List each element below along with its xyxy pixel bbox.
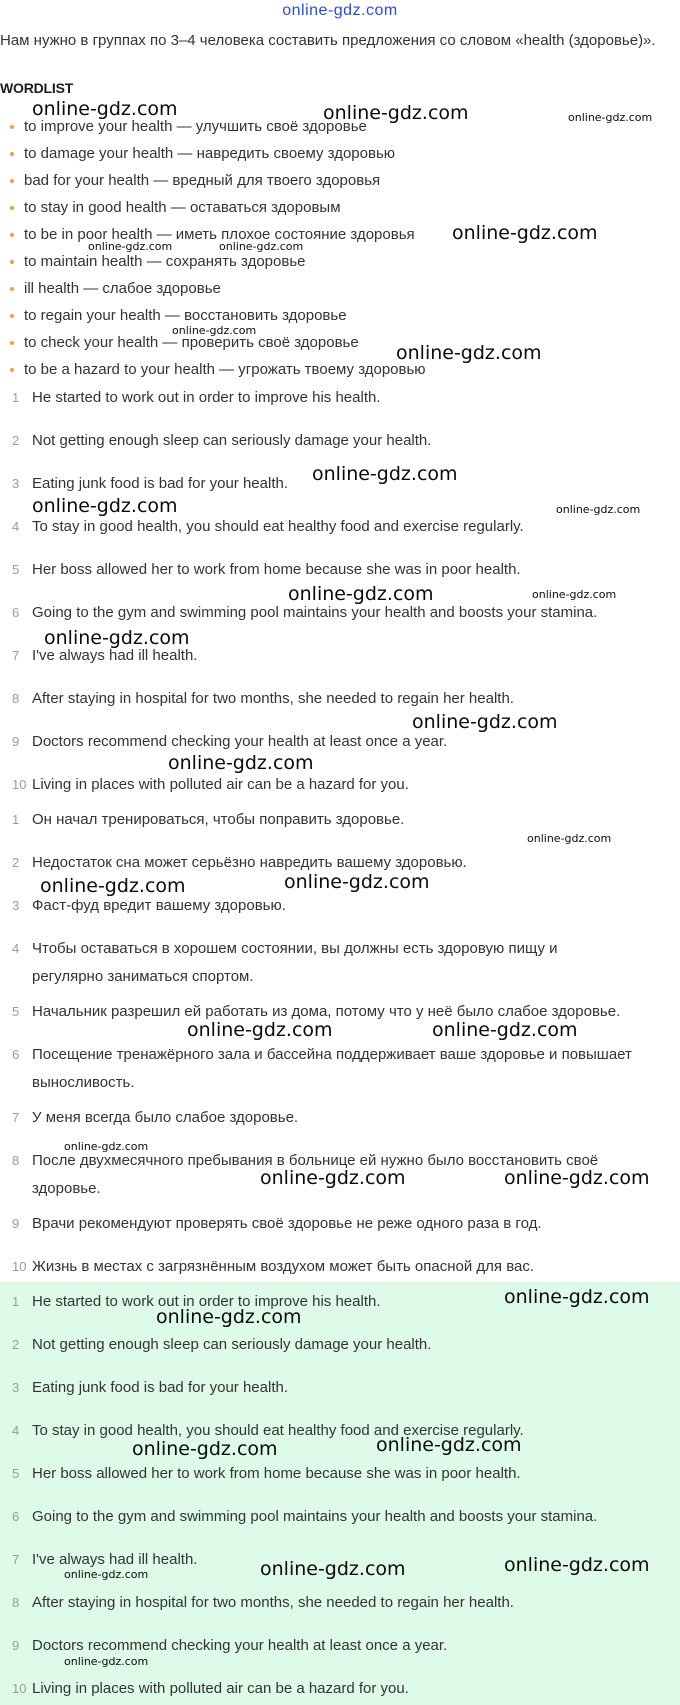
- sentence-text: Eating junk food is bad for your health.: [32, 1379, 288, 1396]
- sentence-number: 8: [12, 691, 20, 706]
- sentence-number: 10: [12, 777, 27, 792]
- watermark: online-gdz.com: [219, 240, 304, 253]
- sentence-number: 1: [12, 812, 20, 827]
- bullet-icon: [10, 125, 14, 129]
- watermark: online-gdz.com: [504, 1554, 650, 1576]
- sentence-number: 3: [12, 476, 20, 491]
- watermark: online-gdz.com: [532, 588, 617, 601]
- watermark: online-gdz.com: [412, 711, 558, 733]
- wordlist-item: to improve your health — улучшить своё здоровье: [24, 118, 367, 135]
- watermark: online-gdz.com: [284, 871, 430, 893]
- sentence-text: He started to work out in order to improve his health.: [32, 389, 381, 406]
- watermark: online-gdz.com: [44, 627, 190, 649]
- wordlist-item: to regain your health — восстановить здоровье: [24, 307, 347, 324]
- bullet-icon: [10, 260, 14, 264]
- sentence-number: 7: [12, 1110, 20, 1125]
- watermark: online-gdz.com: [132, 1438, 278, 1460]
- watermark: online-gdz.com: [568, 111, 653, 124]
- sentence-number: 9: [12, 1638, 20, 1653]
- sentence-number: 5: [12, 1466, 20, 1481]
- sentence-text: After staying in hospital for two months, she needed to regain her health.: [32, 690, 514, 707]
- watermark: online-gdz.com: [260, 1558, 406, 1580]
- sentence-text: Living in places with polluted air can be a hazard for you.: [32, 776, 409, 793]
- task-text: Нам нужно в группах по 3–4 человека составить предложения со словом «health (здоровье)».: [0, 32, 656, 49]
- watermark: online-gdz.com: [156, 1306, 302, 1328]
- sentence-text: Her boss allowed her to work from home because she was in poor health.: [32, 1465, 521, 1482]
- sentence-number: 4: [12, 1423, 20, 1438]
- sentence-number: 9: [12, 734, 20, 749]
- sentence-number: 8: [12, 1595, 20, 1610]
- watermark: online-gdz.com: [64, 1655, 149, 1668]
- sentence-text: Doctors recommend checking your health at least once a year.: [32, 733, 448, 750]
- sentence-number: 10: [12, 1681, 27, 1696]
- sentence-text: Он начал тренироваться, чтобы поправить здоровье.: [32, 811, 405, 828]
- bullet-icon: [10, 233, 14, 237]
- watermark: online-gdz.com: [40, 875, 186, 897]
- sentence-text: Врачи рекомендуют проверять своё здоровье не реже одного раза в год.: [32, 1215, 542, 1232]
- sentence-text: To stay in good health, you should eat healthy food and exercise regularly.: [32, 1422, 524, 1439]
- watermark: online-gdz.com: [432, 1019, 578, 1041]
- watermark: online-gdz.com: [32, 495, 178, 517]
- sentence-text: Eating junk food is bad for your health.: [32, 475, 288, 492]
- sentence-number: 5: [12, 1004, 20, 1019]
- bullet-icon: [10, 341, 14, 345]
- watermark: online-gdz.com: [504, 1286, 650, 1308]
- wordlist-item: to be a hazard to your health — угрожать твоему здоровью: [24, 361, 426, 378]
- watermark: online-gdz.com: [88, 240, 173, 253]
- watermark: online-gdz.com: [168, 752, 314, 774]
- sentence-number: 3: [12, 1380, 20, 1395]
- watermark: online-gdz.com: [452, 222, 598, 244]
- sentence-text: Her boss allowed her to work from home because she was in poor health.: [32, 561, 521, 578]
- sentence-text: Living in places with polluted air can be a hazard for you.: [32, 1680, 409, 1697]
- watermark: online-gdz.com: [556, 503, 641, 516]
- sentence-number: 4: [12, 941, 20, 956]
- wordlist-item: to stay in good health — оставаться здоровым: [24, 199, 341, 216]
- sentence-number: 7: [12, 1552, 20, 1567]
- sentence-number: 2: [12, 855, 20, 870]
- sentence-text: Чтобы оставаться в хорошем состоянии, вы должны есть здоровую пищу и регулярно заниматься спортом.: [32, 940, 558, 985]
- watermark: online-gdz.com: [504, 1167, 650, 1189]
- sentence-text: Начальник разрешил ей работать из дома, потому что у неё было слабое здоровье.: [32, 1003, 621, 1020]
- sentence-text: Going to the gym and swimming pool maintains your health and boosts your stamina.: [32, 1508, 598, 1525]
- bullet-icon: [10, 152, 14, 156]
- sentence-text: Жизнь в местах с загрязнённым воздухом может быть опасной для вас.: [32, 1258, 535, 1275]
- sentence-number: 2: [12, 433, 20, 448]
- bullet-icon: [10, 314, 14, 318]
- wordlist-item: bad for your health — вредный для твоего здоровья: [24, 172, 380, 189]
- watermark: online-gdz.com: [32, 98, 178, 120]
- sentence-number: 2: [12, 1337, 20, 1352]
- bullet-icon: [10, 368, 14, 372]
- wordlist-item: ill health — слабое здоровье: [24, 280, 221, 297]
- wordlist-item: to damage your health — навредить своему здоровью: [24, 145, 395, 162]
- sentence-number: 8: [12, 1153, 20, 1168]
- sentence-text: Not getting enough sleep can seriously damage your health.: [32, 1336, 432, 1353]
- sentence-text: У меня всегда было слабое здоровье.: [32, 1109, 299, 1126]
- watermark: online-gdz.com: [64, 1568, 149, 1581]
- sentence-text: После двухмесячного пребывания в больнице ей нужно было восстановить своё здоровье.: [32, 1152, 599, 1197]
- wordlist-item: to maintain health — сохранять здоровье: [24, 253, 305, 270]
- watermark: online-gdz.com: [312, 463, 458, 485]
- bullet-icon: [10, 206, 14, 210]
- wordlist-item: to be in poor health — иметь плохое состояние здоровья: [24, 226, 415, 243]
- sentence-number: 5: [12, 562, 20, 577]
- watermark: online-gdz.com: [527, 832, 612, 845]
- sentence-number: 7: [12, 648, 20, 663]
- sentence-number: 6: [12, 1509, 20, 1524]
- sentence-number: 3: [12, 898, 20, 913]
- sentence-text: I've always had ill health.: [32, 647, 198, 664]
- sentence-text: Not getting enough sleep can seriously damage your health.: [32, 432, 432, 449]
- sentence-text: Doctors recommend checking your health at least once a year.: [32, 1637, 448, 1654]
- watermark: online-gdz.com: [64, 1140, 149, 1153]
- watermark: online-gdz.com: [376, 1434, 522, 1456]
- sentence-text: Недостаток сна может серьёзно навредить вашему здоровью.: [32, 854, 467, 871]
- sentence-text: Going to the gym and swimming pool maintains your health and boosts your stamina.: [32, 604, 598, 621]
- sentence-text: To stay in good health, you should eat healthy food and exercise regularly.: [32, 518, 524, 535]
- sentence-text: After staying in hospital for two months, she needed to regain her health.: [32, 1594, 514, 1611]
- sentence-text: Посещение тренажёрного зала и бассейна поддерживает ваше здоровье и повышает выносливость.: [32, 1046, 632, 1091]
- sentence-number: 1: [12, 390, 20, 405]
- sentence-number: 4: [12, 519, 20, 534]
- site-header-link[interactable]: online-gdz.com: [282, 2, 398, 19]
- bullet-icon: [10, 287, 14, 291]
- sentence-text: Фаст-фуд вредит вашему здоровью.: [32, 897, 286, 914]
- sentence-number: 10: [12, 1259, 27, 1274]
- sentence-text: He started to work out in order to improve his health.: [32, 1293, 381, 1310]
- watermark: online-gdz.com: [396, 342, 542, 364]
- watermark: online-gdz.com: [172, 324, 257, 337]
- bullet-icon: [10, 179, 14, 183]
- sentence-number: 6: [12, 605, 20, 620]
- wordlist-item: to check your health — проверить своё здоровье: [24, 334, 359, 351]
- watermark: online-gdz.com: [323, 102, 469, 124]
- sentence-number: 1: [12, 1294, 20, 1309]
- watermark: online-gdz.com: [187, 1019, 333, 1041]
- watermark: online-gdz.com: [288, 583, 434, 605]
- sentence-number: 6: [12, 1047, 20, 1062]
- wordlist-title: WORDLIST: [0, 80, 74, 96]
- watermark: online-gdz.com: [260, 1167, 406, 1189]
- sentence-text: I've always had ill health.: [32, 1551, 198, 1568]
- sentence-number: 9: [12, 1216, 20, 1231]
